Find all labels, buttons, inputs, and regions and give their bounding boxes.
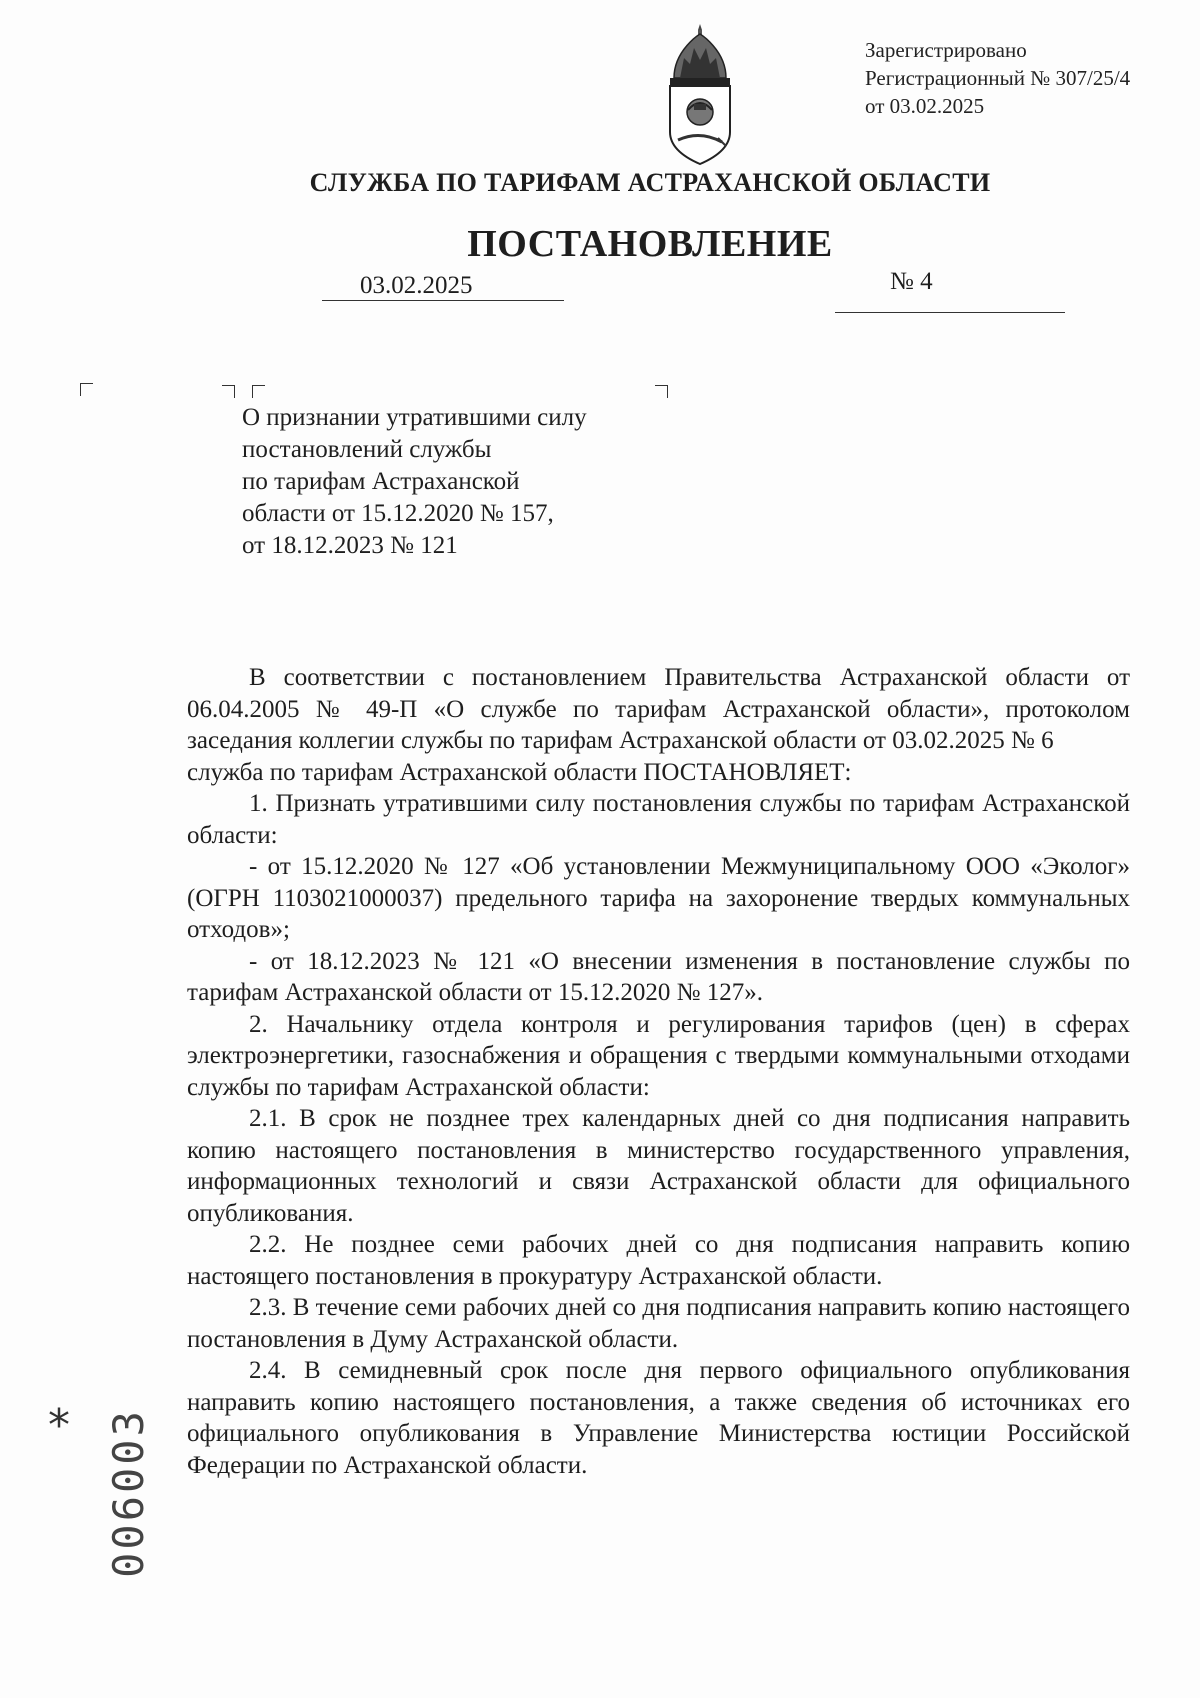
- number-underline: [835, 312, 1065, 313]
- paragraph-item-1-b: - от 18.12.2023 № 121 «О внесении изменения в постановление службы по тарифам Астраханской области от 15.12.2020 № 127».: [187, 947, 1130, 1006]
- paragraph-preamble: В соответствии с постановлением Правительства Астраханской области от 06.04.2005 № 49-П «О службе по тарифам Астраханской области», протоколом заседания коллегии службы по тарифам Астраханской области от 03.02.2025 № 6: [187, 664, 1130, 754]
- paragraph-item-2-4: 2.4. В семидневный срок после дня первого официального опубликования направить копию настоящего постановления, а также сведения об источниках его официального опубликования в Управление Министерства юстиции Российской Федерации по Астраханской области.: [187, 1357, 1130, 1479]
- paragraph-item-2: 2. Начальнику отдела контроля и регулирования тарифов (цен) в сферах электроэнергетики, газоснабжения и обращения с твердыми коммунальными отходами службы по тарифам Астраханской области:: [187, 1010, 1130, 1101]
- agency-name: СЛУЖБА ПО ТАРИФАМ АСТРАХАНСКОЙ ОБЛАСТИ: [309, 168, 991, 197]
- subject-line: по тарифам Астраханской: [242, 468, 520, 495]
- document-body: [187, 662, 1130, 1481]
- paragraph-item-2-1: 2.1. В срок не позднее трех календарных дней со дня подписания направить копию настоящего постановления в министерство государственного управления, информационных технологий и связи Астраханской области для официального опубликования.: [187, 1105, 1130, 1227]
- coat-of-arms-icon: [660, 20, 740, 170]
- paragraph-item-2-2: 2.2. Не позднее семи рабочих дней со дня подписания направить копию настоящего постановления в прокуратуру Астраханской области.: [187, 1231, 1130, 1290]
- document-number: № 4: [890, 268, 933, 295]
- document-type: ПОСТАНОВЛЕНИЕ: [467, 223, 833, 265]
- document-subject: [242, 402, 662, 562]
- corner-mark: [252, 385, 265, 398]
- date-underline: [322, 300, 564, 301]
- subject-line: от 18.12.2023 № 121: [242, 532, 458, 559]
- paragraph-item-1-a: - от 15.12.2020 № 127 «Об установлении Межмуниципальному ООО «Эколог» (ОГРН 1103021000037) предельного тарифа на захоронение твердых коммунальных отходов»;: [187, 853, 1130, 943]
- registration-date: от 03.02.2025: [865, 94, 985, 118]
- registration-stamp: [865, 36, 1130, 120]
- registration-line: Зарегистрировано: [865, 38, 1027, 62]
- subject-line: области от 15.12.2020 № 157,: [242, 500, 554, 527]
- document-date: 03.02.2025: [360, 272, 473, 299]
- corner-mark: [655, 385, 668, 398]
- registration-number: Регистрационный № 307/25/4: [865, 66, 1131, 90]
- subject-line: О признании утратившими силу: [242, 404, 587, 431]
- corner-mark: [80, 383, 93, 396]
- subject-line: постановлений службы: [242, 436, 492, 463]
- side-serial-number: 006003: [104, 1408, 153, 1578]
- paragraph-resolves: служба по тарифам Астраханской области ПОСТАНОВЛЯЕТ:: [187, 758, 852, 786]
- paragraph-item-2-3: 2.3. В течение семи рабочих дней со дня подписания направить копию настоящего постановления в Думу Астраханской области.: [187, 1294, 1130, 1353]
- corner-mark: [222, 385, 235, 398]
- side-mark: *: [48, 1400, 70, 1451]
- paragraph-item-1: 1. Признать утратившими силу постановления службы по тарифам Астраханской области:: [187, 790, 1130, 849]
